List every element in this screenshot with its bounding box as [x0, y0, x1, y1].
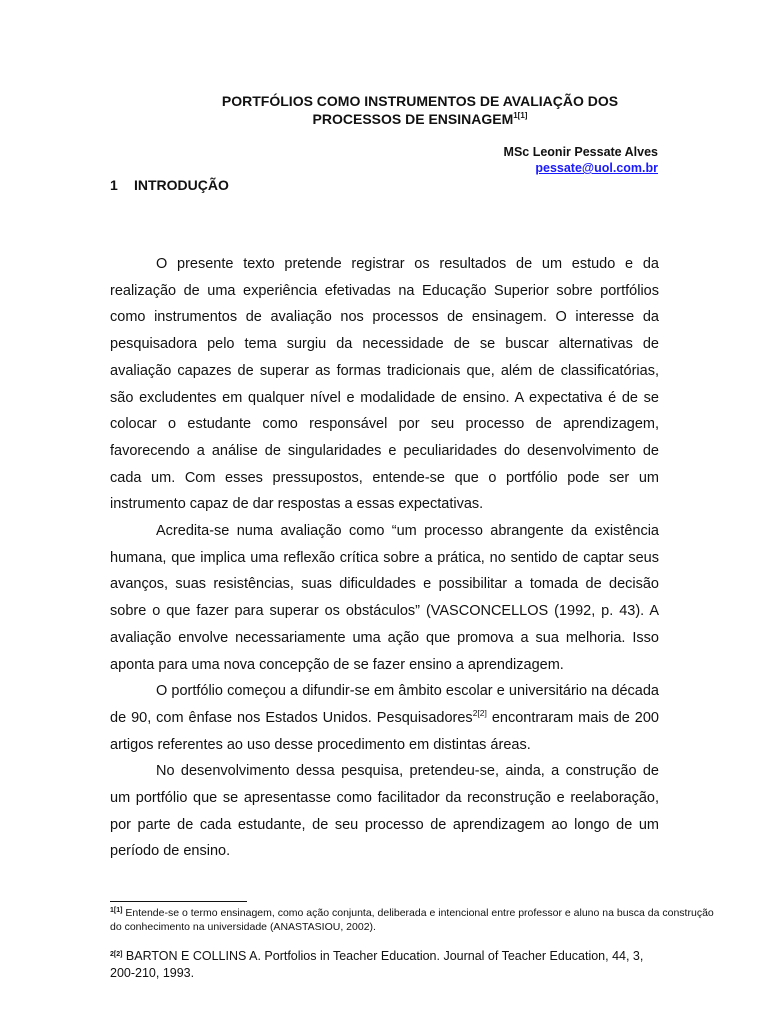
- footnote-2-text: BARTON E COLLINS A. Portfolios in Teacher Education. Journal of Teacher Education, 44, 3, 200-210, 1993.: [110, 949, 644, 980]
- title-footnote-mark[interactable]: 1[1]: [513, 111, 528, 120]
- footnote-1-text: Entende-se o termo ensinagem, como ação conjunta, deliberada e intencional entre professor e aluno na busca da construção do conhecimento na universidade (ANASTASIOU, 2002).: [110, 907, 714, 933]
- footnote-2-mark[interactable]: 2[2]: [110, 951, 123, 958]
- paragraph-3: [110, 678, 659, 758]
- document-title: [110, 92, 730, 128]
- paragraph-2: Acredita-se numa avaliação como “um processo abrangente da existência humana, que implica uma reflexão crítica sobre a prática, no sentido de captar seus avanços, suas resistências, suas dificuldades e possibilitar a tomada de decisão sobre o que fazer para superar os obstáculos” (VASCONCELLOS (1992, p. 43). A avaliação envolve necessariamente uma ação que promova a sua melhoria. Isso aponta para uma nova concepção de se fazer ensino a aprendizagem.: [110, 523, 659, 673]
- author-name: MSc Leonir Pessate Alves: [503, 145, 658, 159]
- title-line-2-text: PROCESSOS DE ENSINAGEM: [312, 111, 514, 127]
- footnote-1: [110, 906, 722, 934]
- title-line-1: PORTFÓLIOS COMO INSTRUMENTOS DE AVALIAÇÃO DOS: [221, 93, 619, 109]
- footnote-divider: [110, 901, 247, 902]
- footnote-1-mark[interactable]: 1[1]: [110, 907, 123, 914]
- paragraph-3-after: encontraram mais de 200 artigos referentes ao uso desse procedimento em distintas áreas.: [110, 709, 659, 753]
- paragraph-3-footnote-mark[interactable]: 2[2]: [472, 707, 487, 718]
- body-text: [110, 251, 659, 865]
- paragraph-1: O presente texto pretende registrar os resultados de um estudo e da realização de uma experiência efetivadas na Educação Superior sobre portfólios como instrumentos de avaliação nos processos de ensinagem. O interesse da pesquisadora pelo tema surgiu da necessidade de se buscar alternativas de avaliação capazes de superar as formas tradicionais que, além de classificatórias, são excludentes em qualquer nível e modalidade de ensino. A expectativa é de se colocar o estudante como responsável por seu processo de aprendizagem, favorecendo a análise de singularidades e peculiaridades do desenvolvimento de cada um. Com esses pressupostos, entende-se que o portfólio pode ser um instrumento capaz de dar respostas a essas expectativas.: [110, 256, 659, 513]
- author-email-link[interactable]: pessate@uol.com.br: [535, 161, 658, 175]
- section-number: 1: [110, 177, 118, 193]
- author-block: [504, 144, 658, 176]
- paragraph-3-before: O portfólio começou a difundir-se em âmbito escolar e universitário na década de 90, com ênfase nos Estados Unidos. Pesquisadores: [110, 683, 659, 726]
- title-line-2: [110, 110, 730, 128]
- paragraph-4: No desenvolvimento dessa pesquisa, pretendeu-se, ainda, a construção de um portfólio que se apresentasse como facilitador da reconstrução e reelaboração, por parte de cada estudante, de seu processo de aprendizagem ao longo de um período de ensino.: [110, 763, 659, 860]
- section-title: INTRODUÇÃO: [134, 177, 229, 193]
- section-heading: [110, 176, 229, 194]
- footnote-2: [110, 948, 662, 982]
